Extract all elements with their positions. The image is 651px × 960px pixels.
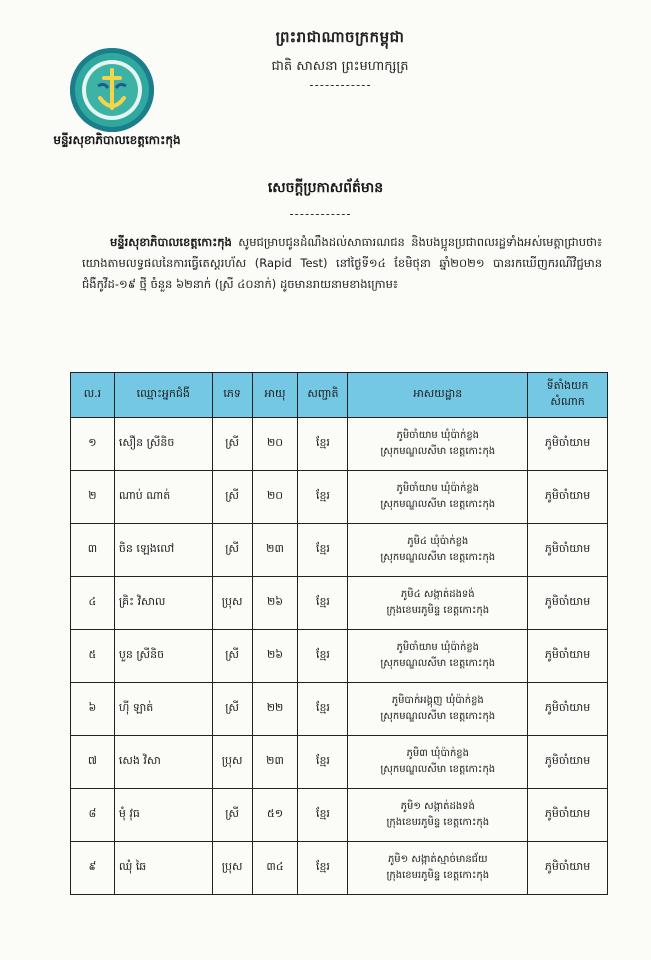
cell-sex: ស្រី: [212, 683, 252, 736]
header-sex: ភេទ: [212, 373, 252, 418]
cell-sex: ស្រី: [212, 630, 252, 683]
header-divider: [310, 85, 370, 86]
cell-name: ហ៊ី ឡាត់: [114, 683, 212, 736]
address-line-1: ភូមិ៤ សង្កាត់ដងទង់: [400, 589, 475, 600]
cell-no: ១: [71, 418, 115, 471]
cell-age: ៥១: [252, 789, 298, 842]
cell-sample-site: ភូមិចាំយាម: [528, 471, 608, 524]
cell-sample-site: ភូមិចាំយាម: [528, 683, 608, 736]
national-motto: ជាតិ សាសនា ព្រះមហាក្សត្រ: [271, 59, 409, 74]
cell-no: ៨: [71, 789, 115, 842]
address-line-2: ស្រុកមណ្ឌលសីមា ខេត្តកោះកុង: [380, 552, 496, 563]
cell-sample-site: ភូមិចាំយាម: [528, 789, 608, 842]
cases-table: [70, 372, 608, 895]
address-line-2: ស្រុកមណ្ឌលសីមា ខេត្តកោះកុង: [380, 446, 496, 457]
cell-name: ណាប់ ណាត់: [114, 471, 212, 524]
cell-sample-site: ភូមិចាំយាម: [528, 418, 608, 471]
cell-nationality: ខ្មែរ: [298, 630, 348, 683]
kingdom-title: ព្រះរាជាណាចក្រកម្ពុជា: [275, 28, 405, 46]
address-line-1: ភូមិចាំយាម ឃុំប៉ាក់ខ្លង: [396, 642, 480, 653]
cell-no: ៣: [71, 524, 115, 577]
address-line-2: ស្រុកមណ្ឌលសីមា ខេត្តកោះកុង: [380, 711, 496, 722]
cell-no: ៩: [71, 842, 115, 895]
table-header-row: [71, 373, 608, 418]
cell-nationality: ខ្មែរ: [298, 683, 348, 736]
cell-no: ៦: [71, 683, 115, 736]
address-line-2: ក្រុងខេមរភូមិន្ទ ខេត្តកោះកុង: [386, 870, 490, 881]
cell-sex: ស្រី: [212, 418, 252, 471]
cell-sample-site: ភូមិចាំយាម: [528, 524, 608, 577]
address-line-2: ស្រុកមណ្ឌលសីមា ខេត្តកោះកុង: [380, 764, 496, 775]
header-address: អាសយដ្ឋាន: [348, 373, 528, 418]
address-line-1: ភូមិ៣ ឃុំប៉ាក់ខ្លង: [406, 748, 470, 759]
table-row: [71, 789, 608, 842]
cell-address: [348, 842, 528, 895]
table-row: [71, 630, 608, 683]
address-line-1: ភូមិ១ សង្កាត់ដងទង់: [400, 801, 475, 812]
address-line-2: ស្រុកមណ្ឌលសីមា ខេត្តកោះកុង: [380, 499, 496, 510]
cell-sample-site: ភូមិចាំយាម: [528, 577, 608, 630]
address-line-1: ភូមិចាំយាម ឃុំប៉ាក់ខ្លង: [396, 483, 480, 494]
cell-age: ២៦: [252, 630, 298, 683]
cell-age: ៣៤: [252, 842, 298, 895]
cell-address: [348, 471, 528, 524]
cell-name: បួន ស្រីនិច: [114, 630, 212, 683]
address-line-2: ស្រុកមណ្ឌលសីមា ខេត្តកោះកុង: [380, 658, 496, 669]
cell-address: [348, 683, 528, 736]
cell-nationality: ខ្មែរ: [298, 524, 348, 577]
address-line-1: ភូមិចាំយាម ឃុំប៉ាក់ខ្លង: [396, 430, 480, 441]
intro-paragraph: [82, 232, 602, 295]
cell-address: [348, 418, 528, 471]
cell-age: ២០: [252, 418, 298, 471]
cell-sex: ស្រី: [212, 471, 252, 524]
table-row: [71, 577, 608, 630]
header-nationality: សញ្ជាតិ: [298, 373, 348, 418]
header-no: ល.រ: [71, 373, 115, 418]
cell-age: ២៣: [252, 524, 298, 577]
address-line-1: ភូមិ៤ ឃុំប៉ាក់ខ្លង: [407, 536, 469, 547]
cell-sex: ស្រី: [212, 524, 252, 577]
ministry-logo-icon: [70, 48, 154, 132]
cell-nationality: ខ្មែរ: [298, 471, 348, 524]
cell-nationality: ខ្មែរ: [298, 736, 348, 789]
cell-sex: ស្រី: [212, 789, 252, 842]
table-row: [71, 471, 608, 524]
cell-age: ២២: [252, 683, 298, 736]
cell-name: សេង វិសា: [114, 736, 212, 789]
intro-body: សូមជម្រាបជូនដំណឹងដល់សាធារណជន និងបងប្អូនប្រជាពលរដ្ឋទាំងអស់មេត្តាជ្រាបថា៖ យោងតាមលទ្ធផលនៃការធ្វើតេស្តរហ័ស (Rapid Test) នៅថ្ងៃទី១៤ ខែមិថុនា ឆ្នាំ២០២១ បានរកឃើញករណីវិជ្ជមានជំងឺកូវីដ-១៩ ថ្មី ចំនួន ៦២នាក់ (ស្រី ៤០នាក់) ដូចមានរាយនាមខាងក្រោម៖: [82, 235, 602, 291]
cell-name: ចិន ឡេងលៅ: [114, 524, 212, 577]
cell-name: សឿន ស្រីនិច: [114, 418, 212, 471]
cell-sex: ប្រុស: [212, 842, 252, 895]
cell-no: ៤: [71, 577, 115, 630]
cell-sex: ប្រុស: [212, 577, 252, 630]
cell-nationality: ខ្មែរ: [298, 418, 348, 471]
address-line-2: ក្រុងខេមរភូមិន្ទ ខេត្តកោះកុង: [386, 817, 490, 828]
cell-age: ២៣: [252, 736, 298, 789]
title-divider: [290, 214, 350, 215]
table-row: [71, 736, 608, 789]
cell-address: [348, 736, 528, 789]
address-line-1: ភូមិ១ សង្កាត់ស្មាច់មានជ័យ: [387, 854, 488, 865]
cell-address: [348, 789, 528, 842]
table-row: [71, 524, 608, 577]
header-sample-site: ទីតាំងយកសំណាក: [528, 373, 608, 418]
cell-name: មុំ វុធ: [114, 789, 212, 842]
cell-no: ២: [71, 471, 115, 524]
cell-name: ឈុំ ឆៃ: [114, 842, 212, 895]
cell-name: គ្រិះ វិសាល: [114, 577, 212, 630]
cell-nationality: ខ្មែរ: [298, 577, 348, 630]
cell-no: ៥: [71, 630, 115, 683]
table-row: [71, 418, 608, 471]
table-row: [71, 683, 608, 736]
header-age: អាយុ: [252, 373, 298, 418]
organization-name: មន្ទីរសុខាភិបាលខេត្តកោះកុង: [53, 133, 181, 147]
table-row: [71, 842, 608, 895]
cell-sample-site: ភូមិចាំយាម: [528, 736, 608, 789]
address-line-1: ភូមិបាក់អង្គុញ ឃុំប៉ាក់ខ្លង: [391, 695, 484, 706]
cell-address: [348, 524, 528, 577]
address-line-2: ក្រុងខេមរភូមិន្ទ ខេត្តកោះកុង: [386, 605, 490, 616]
intro-lead: មន្ទីរសុខាភិបាលខេត្តកោះកុង: [110, 235, 232, 249]
cell-sex: ប្រុស: [212, 736, 252, 789]
cell-sample-site: ភូមិចាំយាម: [528, 630, 608, 683]
cell-address: [348, 630, 528, 683]
cell-nationality: ខ្មែរ: [298, 789, 348, 842]
cell-nationality: ខ្មែរ: [298, 842, 348, 895]
cell-age: ២៦: [252, 577, 298, 630]
cell-sample-site: ភូមិចាំយាម: [528, 842, 608, 895]
document-header: [200, 28, 480, 86]
cell-address: [348, 577, 528, 630]
document-title: សេចក្តីប្រកាសព័ត៌មាន: [267, 180, 384, 196]
header-name: ឈ្មោះអ្នកជំងឺ: [114, 373, 212, 418]
cell-age: ២០: [252, 471, 298, 524]
cell-no: ៧: [71, 736, 115, 789]
